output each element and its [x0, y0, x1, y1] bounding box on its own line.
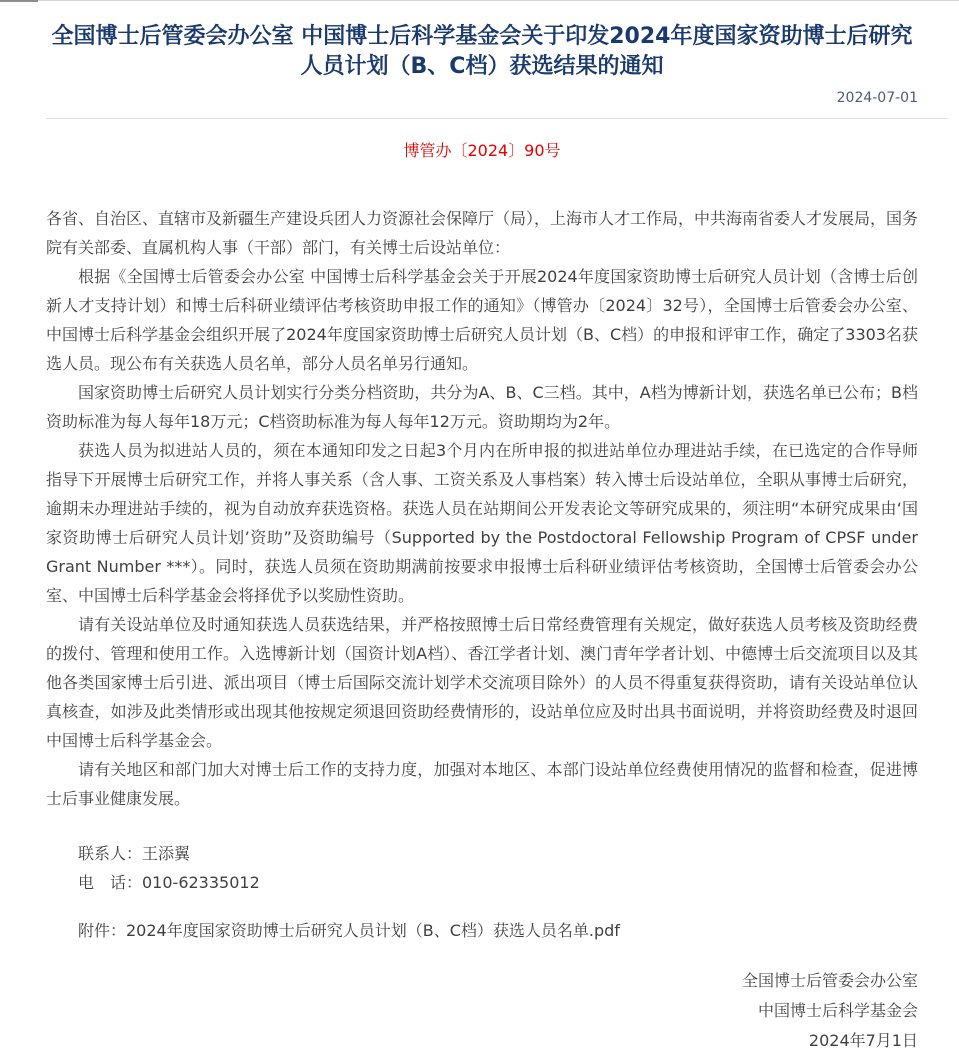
attachment-section	[46, 916, 918, 945]
notice-paragraph-salutation: 各省、自治区、直辖市及新疆生产建设兵团人力资源社会保障厅（局），上海市人才工作局，中共海南省委人才发展局，国务院有关部委、直属机构人事（干部）部门，有关博士后设站单位：	[46, 209, 919, 257]
contact-person: 联系人：王添翼	[78, 844, 191, 863]
notice-document	[0, 22, 959, 1056]
doc-number: 博管办〔2024〕90号	[403, 141, 561, 160]
contact-phone: 电 话：010-62335012	[78, 873, 260, 892]
contact-info	[46, 839, 918, 897]
publish-date: 2024-07-01	[836, 90, 918, 106]
header-divider	[46, 118, 948, 119]
notice-paragraph: 获选人员为拟进站人员的，须在本通知印发之日起3个月内在所申报的拟进站单位办理进站手续，在已选定的合作导师指导下开展博士后研究工作，并将人事关系（含人事、工资关系及人事档案）转入博士后设站单位，全职从事博士后研究，逾期未办理进站手续的，视为自动放弃获选资格。获选人员在站期间公开发表论文等研究成果的，须注明“本研究成果由‘国家资助博士后研究人员计划’资助”及资助编号（Supported by the Postdoctoral Fellowship Program of CPSF under Grant Number ***）。同时，获选人员须在资助期满前按要求申报博士后科研业绩评估考核资助，全国博士后管委会办公室、中国博士后科学基金会将择优予以奖励性资助。	[46, 441, 918, 605]
attachment-link[interactable]: 附件：2024年度国家资助博士后研究人员计划（B、C档）获选人员名单.pdf	[78, 921, 620, 940]
notice-paragraph: 请有关设站单位及时通知获选人员获选结果，并严格按照博士后日常经费管理有关规定，做好获选人员考核及资助经费的拨付、管理和使用工作。入选博新计划（国资计划A档）、香江学者计划、澳门青年学者计划、中德博士后交流项目以及其他各类国家博士后引进、派出项目（博士后国际交流计划学术交流项目除外）的人员不得重复获得资助，请有关设站单位认真核查，如涉及此类情形或出现其他按规定须退回资助经费情形的，设站单位应及时出具书面说明，并将资助经费及时退回中国博士后科学基金会。	[46, 615, 918, 750]
notice-paragraph: 根据《全国博士后管委会办公室 中国博士后科学基金会关于开展2024年度国家资助博士后研究人员计划（含博士后创新人才支持计划）和博士后科研业绩评估考核资助申报工作的通知》（博管办〔2024〕32号），全国博士后管委会办公室、中国博士后科学基金会组织开展了2024年度国家资助博士后研究人员计划（B、C档）的申报和评审工作，确定了3303名获选人员。现公布有关获选人员名单，部分人员名单另行通知。	[46, 267, 918, 373]
page-title: 全国博士后管委会办公室 中国博士后科学基金会关于印发2024年度国家资助博士后研究人员计划（B、C档）获选结果的通知	[51, 24, 913, 79]
notice-paragraph: 请有关地区和部门加大对博士后工作的支持力度，加强对本地区、本部门设站单位经费使用情况的监督和检查，促进博士后事业健康发展。	[46, 760, 918, 808]
notice-paragraph: 国家资助博士后研究人员计划实行分类分档资助，共分为A、B、C三档。其中，A档为博新计划，获选名单已公布；B档资助标准为每人每年18万元；C档资助标准为每人每年12万元。资助期均为2年。	[46, 383, 918, 431]
signature-section	[46, 966, 918, 1056]
signature-org-line: 全国博士后管委会办公室	[741, 971, 918, 990]
signature-date-line: 2024年7月1日	[808, 1031, 918, 1050]
page-top-border	[0, 0, 959, 1]
signature-org-line: 中国博士后科学基金会	[757, 1001, 918, 1020]
page-top-border-dark-segment	[0, 0, 38, 2]
notice-body	[46, 204, 918, 813]
